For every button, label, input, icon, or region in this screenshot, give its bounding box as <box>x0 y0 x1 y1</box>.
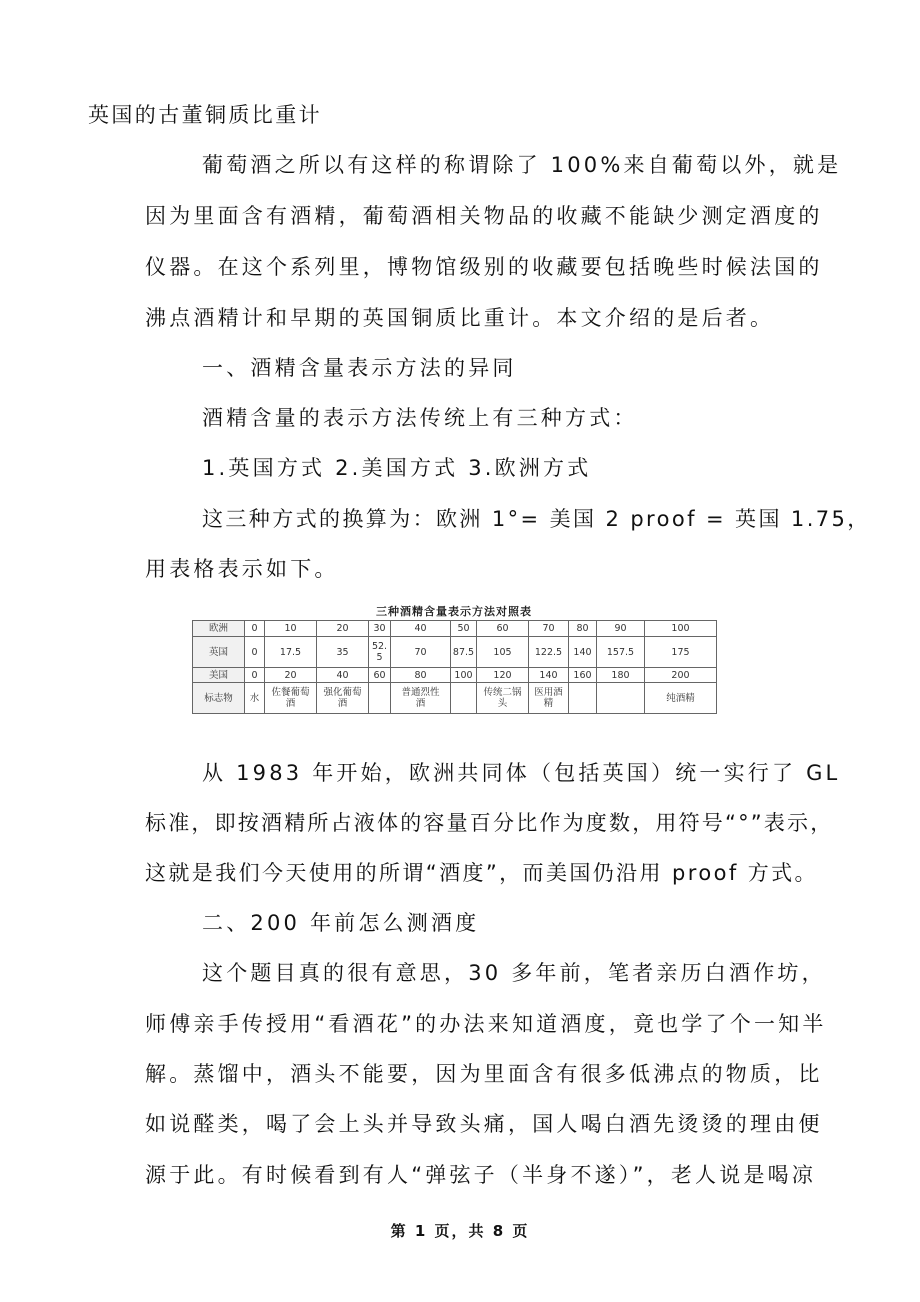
paragraph-line: 标准，即按酒精所占液体的容量百分比作为度数，用符号“°”表示， <box>145 811 834 835</box>
table-cell: 52.5 <box>369 637 391 668</box>
table-cell: 105 <box>477 637 529 668</box>
table-row <box>193 621 717 637</box>
table-cell: 0 <box>245 668 265 683</box>
table-cell: 60 <box>369 668 391 683</box>
table-cell: 157.5 <box>597 637 645 668</box>
paragraph-line: 葡萄酒之所以有这样的称谓除了 100%来自葡萄以外，就是 <box>202 153 842 177</box>
paragraph-line: 师傅亲手传授用“看酒花”的办法来知道酒度，竟也学了个一知半 <box>145 1012 827 1036</box>
table-cell: 强化葡萄酒 <box>317 683 369 714</box>
section-heading: 一、酒精含量表示方法的异同 <box>202 356 517 380</box>
table-cell: 10 <box>265 621 317 637</box>
table-title: 三种酒精含量表示方法对照表 <box>376 605 532 618</box>
table-cell: 医用酒精 <box>529 683 569 714</box>
table-cell: 80 <box>391 668 451 683</box>
table-cell: 0 <box>245 621 265 637</box>
paragraph-line: 沸点酒精计和早期的英国铜质比重计。本文介绍的是后者。 <box>145 306 775 330</box>
page-footer: 第 1 页，共 8 页 <box>390 1222 530 1240</box>
paragraph-line: 从 1983 年开始，欧洲共同体（包括英国）统一实行了 GL <box>202 761 841 785</box>
section-heading: 二、200 年前怎么测酒度 <box>202 911 480 935</box>
comparison-table-figure <box>192 604 716 728</box>
table-cell: 40 <box>391 621 451 637</box>
table-cell: 标志物 <box>193 683 245 714</box>
paragraph-line: 因为里面含有酒精，葡萄酒相关物品的收藏不能缺少测定酒度的 <box>145 204 823 228</box>
paragraph-line: 源于此。有时候看到有人“弹弦子（半身不遂）”，老人说是喝凉 <box>145 1163 817 1187</box>
comparison-table <box>192 620 717 714</box>
table-cell: 100 <box>451 668 477 683</box>
paragraph-line: 1.英国方式 2.美国方式 3.欧洲方式 <box>202 456 592 480</box>
table-cell: 80 <box>569 621 597 637</box>
table-cell: 17.5 <box>265 637 317 668</box>
table-cell: 100 <box>645 621 717 637</box>
table-cell: 英国 <box>193 637 245 668</box>
paragraph-line: 酒精含量的表示方法传统上有三种方式： <box>202 406 638 430</box>
table-cell: 普通烈性酒 <box>391 683 451 714</box>
table-cell: 0 <box>245 637 265 668</box>
table-row <box>193 668 717 683</box>
table-cell: 水 <box>245 683 265 714</box>
table-cell: 30 <box>369 621 391 637</box>
paragraph-line: 如说醛类，喝了会上头并导致头痛，国人喝白酒先烫烫的理由便 <box>145 1112 823 1136</box>
table-cell: 传统二锅头 <box>477 683 529 714</box>
table-row <box>193 683 717 714</box>
table-cell <box>451 683 477 714</box>
table-cell: 122.5 <box>529 637 569 668</box>
table-cell: 70 <box>391 637 451 668</box>
table-cell: 20 <box>265 668 317 683</box>
table-cell: 20 <box>317 621 369 637</box>
table-cell: 纯酒精 <box>645 683 717 714</box>
table-cell: 87.5 <box>451 637 477 668</box>
table-cell: 50 <box>451 621 477 637</box>
table-cell: 160 <box>569 668 597 683</box>
table-cell: 欧洲 <box>193 621 245 637</box>
table-cell: 美国 <box>193 668 245 683</box>
table-cell: 120 <box>477 668 529 683</box>
paragraph-line: 用表格表示如下。 <box>145 557 339 581</box>
table-cell: 180 <box>597 668 645 683</box>
table-cell: 140 <box>529 668 569 683</box>
table-cell <box>569 683 597 714</box>
table-row <box>193 637 717 668</box>
table-cell: 35 <box>317 637 369 668</box>
table-cell: 40 <box>317 668 369 683</box>
table-cell: 175 <box>645 637 717 668</box>
document-title: 英国的古董铜质比重计 <box>88 103 322 127</box>
table-cell: 200 <box>645 668 717 683</box>
table-cell <box>597 683 645 714</box>
table-cell: 70 <box>529 621 569 637</box>
paragraph-line: 仪器。在这个系列里，博物馆级别的收藏要包括晚些时候法国的 <box>145 255 823 279</box>
paragraph-line: 这个题目真的很有意思，30 多年前，笔者亲历白酒作坊， <box>202 961 826 985</box>
paragraph-line: 这三种方式的换算为：欧洲 1°= 美国 2 proof = 英国 1.75， <box>202 507 871 531</box>
paragraph-line: 解。蒸馏中，酒头不能要，因为里面含有很多低沸点的物质，比 <box>145 1062 823 1086</box>
table-cell: 90 <box>597 621 645 637</box>
paragraph-line: 这就是我们今天使用的所谓“酒度”，而美国仍沿用 proof 方式。 <box>145 861 818 885</box>
table-cell: 140 <box>569 637 597 668</box>
table-cell <box>369 683 391 714</box>
table-cell: 60 <box>477 621 529 637</box>
table-cell: 佐餐葡萄酒 <box>265 683 317 714</box>
